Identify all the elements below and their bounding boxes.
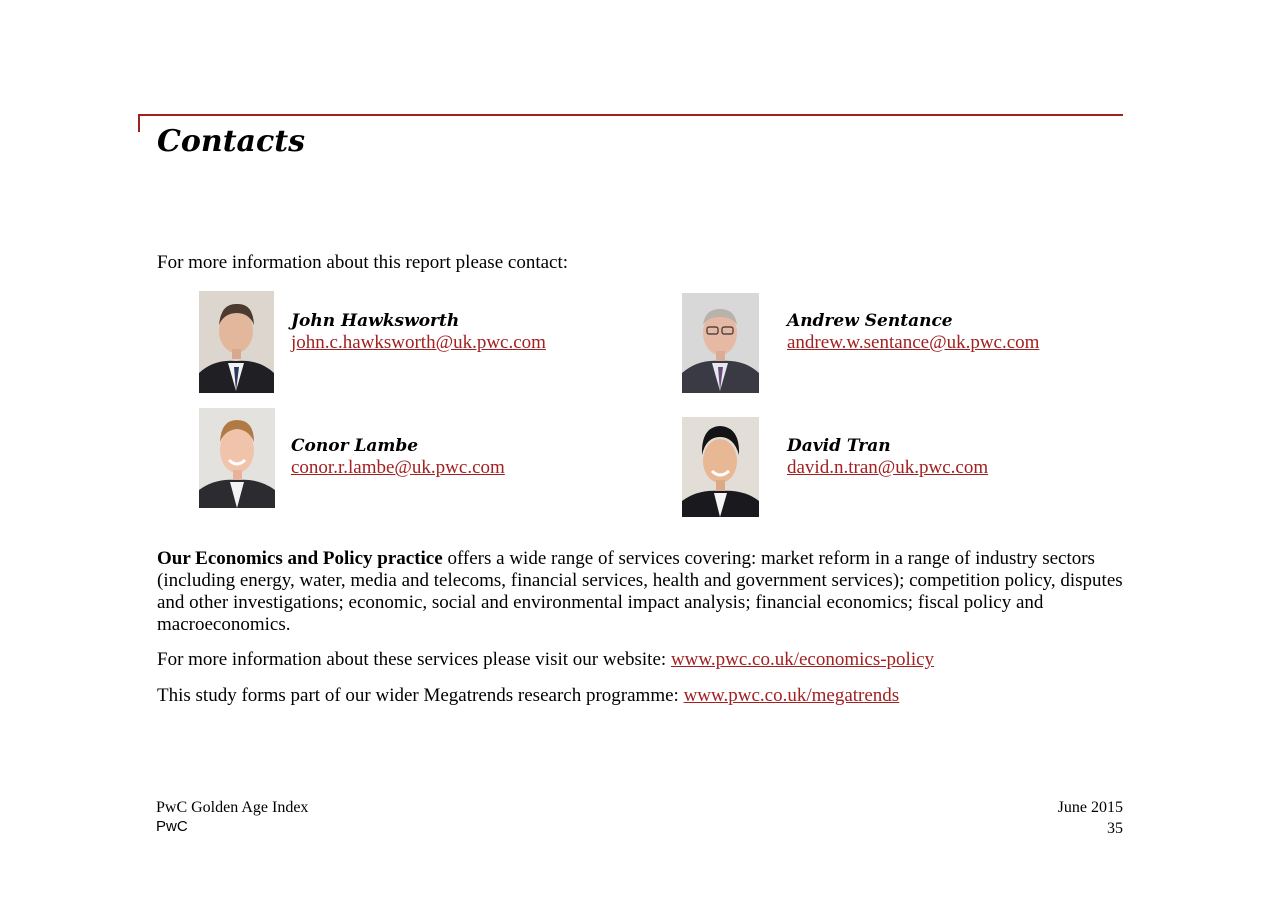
contact-name: Conor Lambe	[291, 436, 419, 456]
website-text: For more information about these services please visit our website:	[157, 649, 671, 670]
megatrends-paragraph	[157, 685, 1127, 707]
contact-email-link[interactable]: david.n.tran@uk.pwc.com	[787, 457, 989, 478]
website-paragraph	[157, 649, 1127, 671]
contact-email-link[interactable]: andrew.w.sentance@uk.pwc.com	[787, 332, 1040, 353]
contact-photo-conor-lambe	[199, 408, 275, 508]
page-title: Contacts	[157, 124, 306, 159]
megatrends-link[interactable]: www.pwc.co.uk/megatrends	[683, 685, 900, 706]
contact-photo-andrew-sentance	[682, 293, 759, 393]
contact-name: John Hawksworth	[291, 311, 460, 331]
footer-report-title: PwC Golden Age Index	[156, 799, 309, 816]
contact-photo-john-hawksworth	[199, 291, 274, 393]
practice-paragraph	[157, 548, 1127, 636]
contact-email-link[interactable]: conor.r.lambe@uk.pwc.com	[291, 457, 505, 478]
megatrends-text: This study forms part of our wider Megatrends research programme:	[157, 685, 684, 706]
contact-email-link[interactable]: john.c.hawksworth@uk.pwc.com	[291, 332, 546, 353]
intro-text: For more information about this report please contact:	[157, 252, 569, 273]
footer-date: June 2015	[1057, 799, 1123, 816]
header-rule-tick	[138, 114, 140, 132]
economics-policy-link[interactable]: www.pwc.co.uk/economics-policy	[670, 649, 935, 670]
contact-name: David Tran	[787, 436, 891, 456]
contact-name: Andrew Sentance	[787, 311, 953, 331]
page-number: 35	[1107, 820, 1123, 837]
footer-brand: PwC	[156, 818, 188, 835]
contact-photo-david-tran	[682, 417, 759, 517]
header-rule	[138, 114, 1123, 116]
practice-lead: Our Economics and Policy practice	[157, 548, 443, 569]
practice-description: offers a wide range of services covering: market reform in a range of industry sectors (including energy, water, media and telecoms, financial services, health and government services); competition policy, disputes and other investigations; economic, social and environmental impact analysis; financial economics; fiscal policy and macroeconomics.	[157, 548, 1123, 635]
